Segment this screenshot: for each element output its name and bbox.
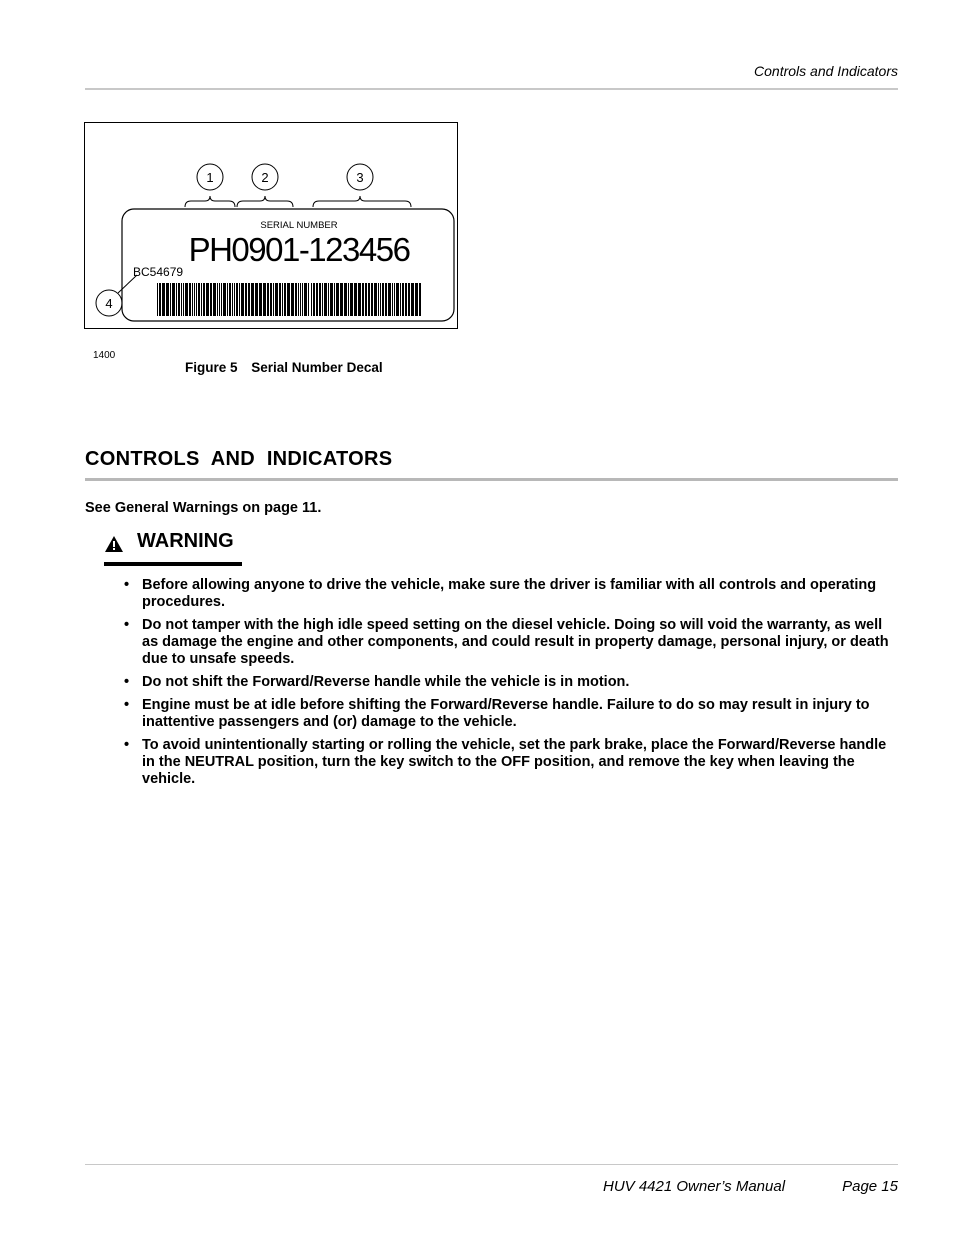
warning-triangle-icon — [104, 535, 124, 553]
decal-serial-number: PH0901-123456 — [188, 231, 410, 268]
callout-1-label: 1 — [206, 170, 214, 185]
figure-title: Serial Number Decal — [251, 360, 383, 375]
callout-2-label: 2 — [261, 170, 269, 185]
running-header: Controls and Indicators — [754, 63, 898, 79]
warning-item: • To avoid unintentionally starting or rolling the vehicle, set the park brake, place the Forward/Reverse handle in the NEUTRAL position, turn the key switch to the OFF position, and remove the key when leaving the vehicle. — [124, 737, 887, 787]
section-title: CONTROLS AND INDICATORS — [85, 448, 393, 470]
warning-item-text: Do not shift the Forward/Reverse handle while the vehicle is in motion. — [142, 674, 630, 690]
footer-rule — [85, 1164, 898, 1165]
general-warnings-reference: See General Warnings on page 11. — [85, 500, 322, 516]
callout-4-label: 4 — [105, 296, 113, 311]
warning-item-text: Do not tamper with the high idle speed setting on the diesel vehicle. Doing so will void the warranty, as well as damage the engine and other components, and could result in property damage, personal injury, or death due to unsafe speeds. — [142, 617, 889, 667]
warning-item-text: Engine must be at idle before shifting the Forward/Reverse handle. Failure to do so may result in injury to inattentive passengers and (or) damage to the vehicle. — [142, 697, 870, 730]
warning-item: • Before allowing anyone to drive the vehicle, make sure the driver is familiar with all controls and operating procedures. — [124, 577, 877, 610]
footer-page-number: Page 15 — [842, 1178, 898, 1195]
warning-label: WARNING — [137, 530, 234, 552]
warning-item: • Do not tamper with the high idle speed setting on the diesel vehicle. Doing so will void the warranty, as well as damage the engine and other components, and could result in property damage, personal injury, or death due to unsafe speeds. — [124, 617, 889, 667]
callout-2 — [252, 164, 278, 190]
serial-number-figure — [84, 122, 458, 329]
warning-item-text: To avoid unintentionally starting or rolling the vehicle, set the park brake, place the Forward/Reverse handle in the NEUTRAL position, turn the key switch to the OFF position, and remove the key when leaving the vehicle. — [142, 737, 887, 787]
figure-number: Figure 5 — [185, 360, 238, 375]
brace-2 — [237, 196, 293, 207]
decal-heading: SERIAL NUMBER — [260, 220, 338, 231]
figure-id: 1400 — [93, 350, 116, 361]
brace-1 — [185, 196, 235, 207]
warning-list — [124, 577, 894, 794]
callout-3-label: 3 — [356, 170, 364, 185]
serial-decal-illustration — [85, 123, 457, 328]
callout-4 — [96, 290, 122, 316]
callout-3 — [347, 164, 373, 190]
warning-heading — [104, 530, 242, 566]
section-rule — [85, 478, 898, 481]
footer-manual-title: HUV 4421 Owner’s Manual — [603, 1178, 786, 1195]
warning-item-text: Before allowing anyone to drive the vehicle, make sure the driver is familiar with all controls and operating procedures. — [142, 577, 877, 610]
barcode — [157, 283, 421, 316]
brace-3 — [313, 196, 411, 207]
warning-item: • Engine must be at idle before shifting the Forward/Reverse handle. Failure to do so may result in injury to inattentive passengers and (or) damage to the vehicle. — [124, 697, 870, 730]
callout-1 — [197, 164, 223, 190]
header-rule — [85, 88, 898, 90]
decal-barcode-text: BC54679 — [133, 265, 184, 279]
figure-caption — [185, 360, 383, 375]
warning-item: • Do not shift the Forward/Reverse handle while the vehicle is in motion. — [124, 674, 630, 690]
